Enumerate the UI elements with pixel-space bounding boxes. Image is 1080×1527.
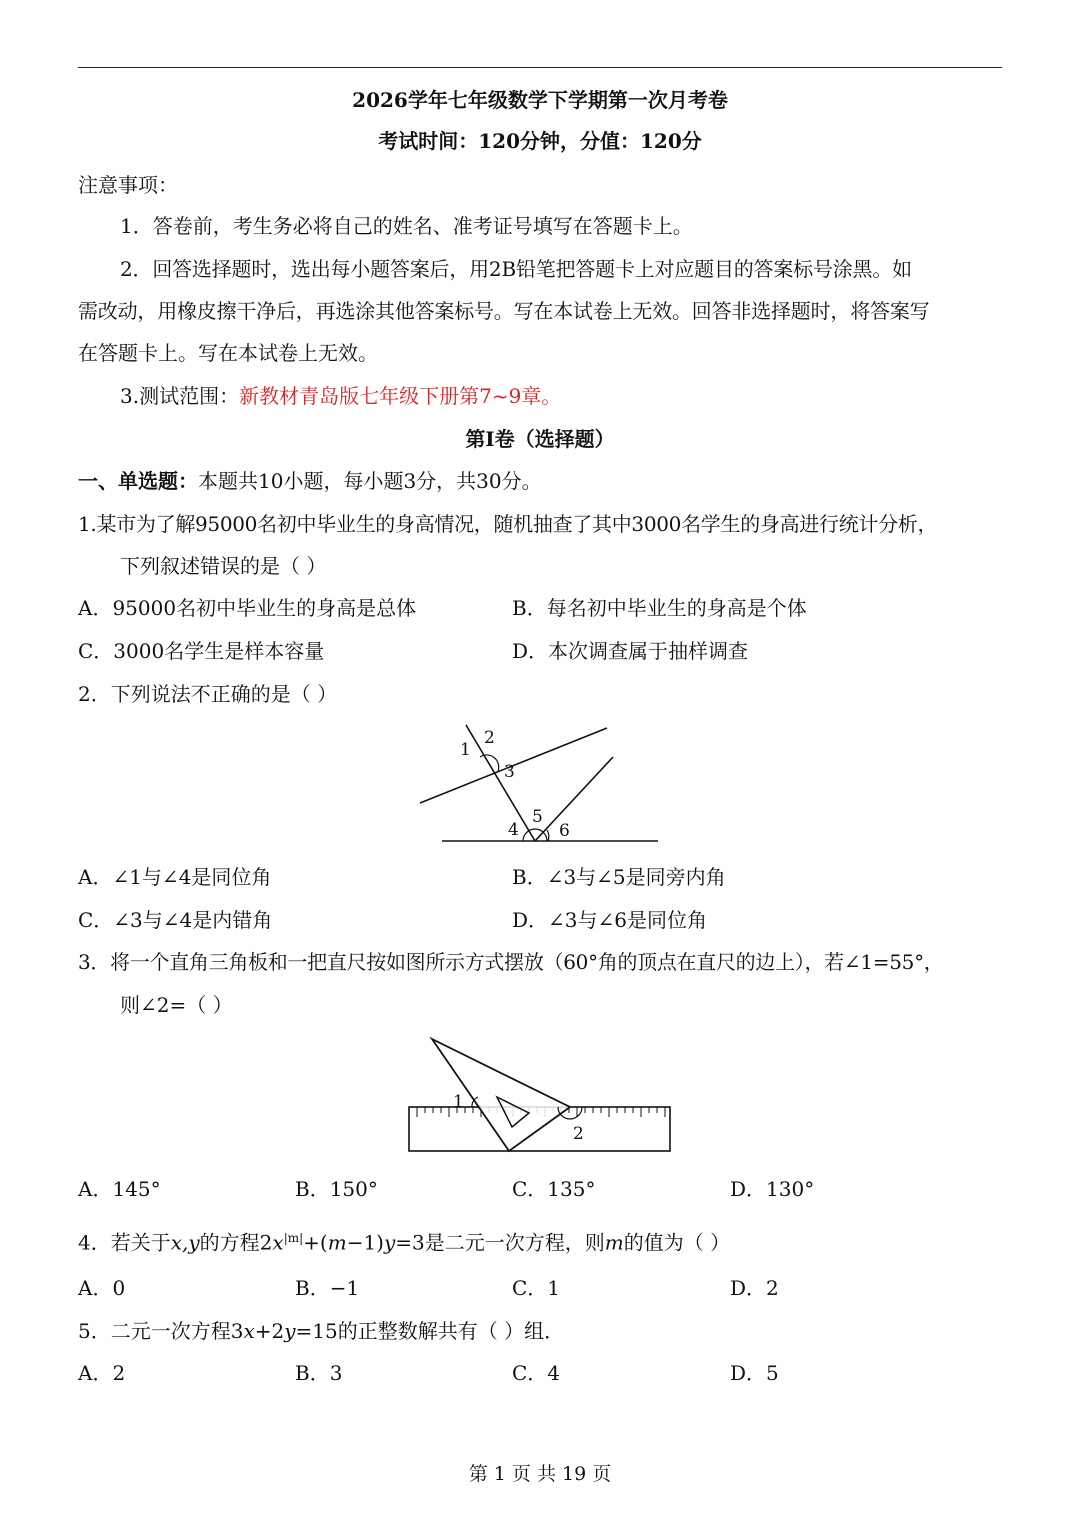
q2-angle-figure — [410, 715, 670, 845]
q2-transversal-right — [535, 757, 613, 841]
q5-var-y: y — [284, 1319, 296, 1343]
q3-option-d[interactable]: D．130° — [730, 1177, 815, 1201]
q2-label-5: 5 — [532, 807, 543, 827]
notice-item-3-prefix: 3.测试范围： — [120, 384, 240, 408]
q3-option-a[interactable]: A．145° — [78, 1177, 161, 1201]
q5-option-a[interactable]: A．2 — [78, 1361, 126, 1385]
q3-option-c[interactable]: C．135° — [512, 1177, 596, 1201]
q3-ruler-triangle-figure — [405, 1035, 675, 1155]
q4-var-y: y — [383, 1230, 396, 1255]
q4-stem-d: −1) — [346, 1230, 384, 1255]
q4-option-d[interactable]: D．2 — [730, 1276, 779, 1300]
q4-stem-b: 的方程2 — [199, 1230, 273, 1255]
section-title: 第I卷（选择题） — [465, 427, 615, 451]
q5-option-b[interactable]: B．3 — [295, 1361, 343, 1385]
q4-stem-c: +( — [303, 1230, 328, 1255]
q4-stem-a: 4．若关于 — [78, 1230, 171, 1255]
q5-stem — [78, 1317, 564, 1345]
q4-var-m: m — [327, 1230, 347, 1255]
q4-var-xy: x,y — [170, 1230, 200, 1255]
part1-label: 一、单选题： — [78, 469, 198, 493]
q5-option-c[interactable]: C．4 — [512, 1361, 561, 1385]
q5-stem-b: +2 — [254, 1319, 285, 1343]
q1-stem-line-1: 1.某市为了解95000名初中毕业生的身高情况，随机抽查了其中3000名学生的身高进行统计分析， — [78, 512, 938, 536]
q2-option-c[interactable]: C．∠3与∠4是内错角 — [78, 908, 273, 932]
q1-option-c[interactable]: C．3000名学生是样本容量 — [78, 639, 325, 663]
q4-var-m-2: m — [604, 1230, 624, 1255]
q5-option-d[interactable]: D．5 — [730, 1361, 779, 1385]
q2-label-4: 4 — [508, 820, 519, 840]
q5-var-x: x — [243, 1319, 255, 1343]
q2-option-b[interactable]: B．∠3与∠5是同旁内角 — [512, 865, 726, 889]
q3-option-b[interactable]: B．150° — [295, 1177, 378, 1201]
q3-stem-line-2: 则∠2=（ ） — [120, 993, 233, 1017]
notice-item-2-line-2: 需改动，用橡皮擦干净后，再选涂其他答案标号。写在本试卷上无效。回答非选择题时，将答案写 — [78, 299, 930, 323]
test-scope: 新教材青岛版七年级下册第7~9章。 — [239, 384, 562, 408]
q4-option-c[interactable]: C．1 — [512, 1276, 561, 1300]
notice-item-2-line-3: 在答题卡上。写在本试卷上无效。 — [78, 341, 378, 365]
top-rule — [78, 67, 1002, 68]
page-title: 2026学年七年级数学下学期第一次月考卷 — [352, 88, 728, 112]
q2-label-1: 1 — [460, 740, 471, 760]
q3-label-2: 2 — [573, 1124, 584, 1144]
q4-stem — [78, 1224, 730, 1257]
q5-stem-c: =15的正整数解共有（ ）组． — [295, 1319, 565, 1343]
part1-desc: 本题共10小题，每小题3分，共30分。 — [198, 469, 542, 493]
q4-var-x: x — [272, 1230, 284, 1255]
q1-option-a[interactable]: A．95000名初中毕业生的身高是总体 — [78, 596, 417, 620]
page-footer: 第 1 页 共 19 页 — [468, 1463, 612, 1485]
q1-stem-line-2: 下列叙述错误的是（ ） — [120, 554, 327, 578]
q4-exponent: |m| — [283, 1231, 304, 1245]
q1-option-b[interactable]: B．每名初中毕业生的身高是个体 — [512, 596, 807, 620]
q2-label-2: 2 — [484, 728, 495, 748]
notice-item-3 — [120, 382, 561, 410]
q1-option-d[interactable]: D．本次调查属于抽样调查 — [512, 639, 749, 663]
notice-item-2-line-1: 2．回答选择题时，选出每小题答案后，用2B铅笔把答题卡上对应题目的答案标号涂黑。如 — [120, 257, 912, 281]
notice-item-1: 1．答卷前，考生务必将自己的姓名、准考证号填写在答题卡上。 — [120, 214, 693, 238]
q2-option-d[interactable]: D．∠3与∠6是同位角 — [512, 908, 707, 932]
exam-info: 考试时间：120分钟，分值：120分 — [378, 129, 702, 153]
q2-stem: 2．下列说法不正确的是（ ） — [78, 682, 338, 706]
q4-stem-e: =3是二元一次方程，则 — [395, 1230, 605, 1255]
q2-transversal-left — [466, 725, 535, 841]
q4-option-a[interactable]: A．0 — [78, 1276, 126, 1300]
q4-stem-f: 的值为（ ） — [623, 1230, 731, 1255]
q3-label-1: 1 — [453, 1092, 464, 1112]
q2-label-6: 6 — [559, 821, 570, 841]
q2-label-3: 3 — [504, 762, 515, 782]
q3-stem-line-1: 3．将一个直角三角板和一把直尺按如图所示方式摆放（60°角的顶点在直尺的边上），若∠1=55°， — [78, 950, 944, 974]
notice-heading: 注意事项： — [78, 173, 178, 197]
q5-stem-a: 5．二元一次方程3 — [78, 1319, 244, 1343]
q4-option-b[interactable]: B．−1 — [295, 1276, 360, 1300]
part1-heading — [78, 467, 542, 495]
q2-option-a[interactable]: A．∠1与∠4是同位角 — [78, 865, 272, 889]
